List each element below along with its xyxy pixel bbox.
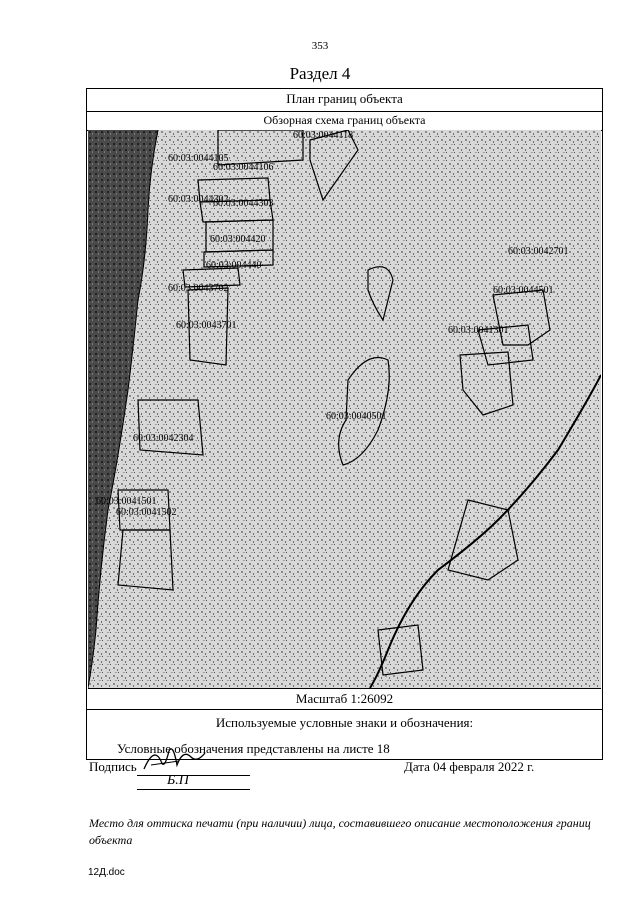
map-label-41301: 60:03:0041301: [448, 325, 509, 336]
footer-filename: 12Д.doc: [88, 867, 125, 878]
map-label-44420: 60:03:004420: [210, 234, 266, 245]
scheme-title: Обзорная схема границ объекта: [87, 111, 602, 131]
seal-note: Место для оттиска печати (при наличии) лица, составившего описание местоположения границ объекта: [89, 816, 591, 847]
plan-frame: [86, 88, 603, 847]
map-label-40501: 60:03:0040501: [326, 411, 387, 422]
page-number: 353: [311, 40, 329, 52]
signature-name-line: [137, 789, 250, 790]
map-label-44106: 60:03:0044106: [213, 162, 274, 173]
signature-name: Б.П: [167, 773, 189, 788]
plan-title: План границ объекта: [87, 89, 602, 112]
signature-scrawl: [139, 741, 209, 777]
map-label-41502: 60:03:0041502: [116, 507, 177, 518]
map-label-44302: 60:03:0044302: [168, 194, 229, 205]
map-label-44303: 60:03:0044303: [213, 198, 274, 209]
section-title: Раздел 4: [289, 64, 351, 83]
map-scale: Масштаб 1:26092: [87, 689, 602, 710]
signature-line: [137, 775, 250, 776]
map-background: [88, 130, 601, 688]
signature-label: Подпись: [89, 759, 137, 774]
map-label-43702: 60:03:0043702: [168, 283, 229, 294]
map-label-44118: 60:03:0044118: [293, 130, 354, 141]
map-label-44105: 60:03:0044105: [168, 153, 229, 164]
legend-text: Условные обозначения представлены на листе 18: [117, 741, 390, 756]
legend-heading: Используемые условные знаки и обозначения:: [215, 715, 474, 730]
map-label-44501: 60:03:0044501: [493, 285, 554, 296]
map-label-41501: 60:03:0041501: [96, 496, 157, 507]
map-label-43701: 60:03:0043701: [176, 320, 237, 331]
date-text: Дата 04 февраля 2022 г.: [404, 759, 535, 774]
map-label-42304: 60:03:0042304: [133, 433, 194, 444]
map-label-42701: 60:03:0042701: [508, 246, 569, 257]
map-label-44440: 60:03:004440: [206, 260, 262, 271]
overview-map: [88, 130, 601, 689]
map-svg: [88, 130, 601, 688]
